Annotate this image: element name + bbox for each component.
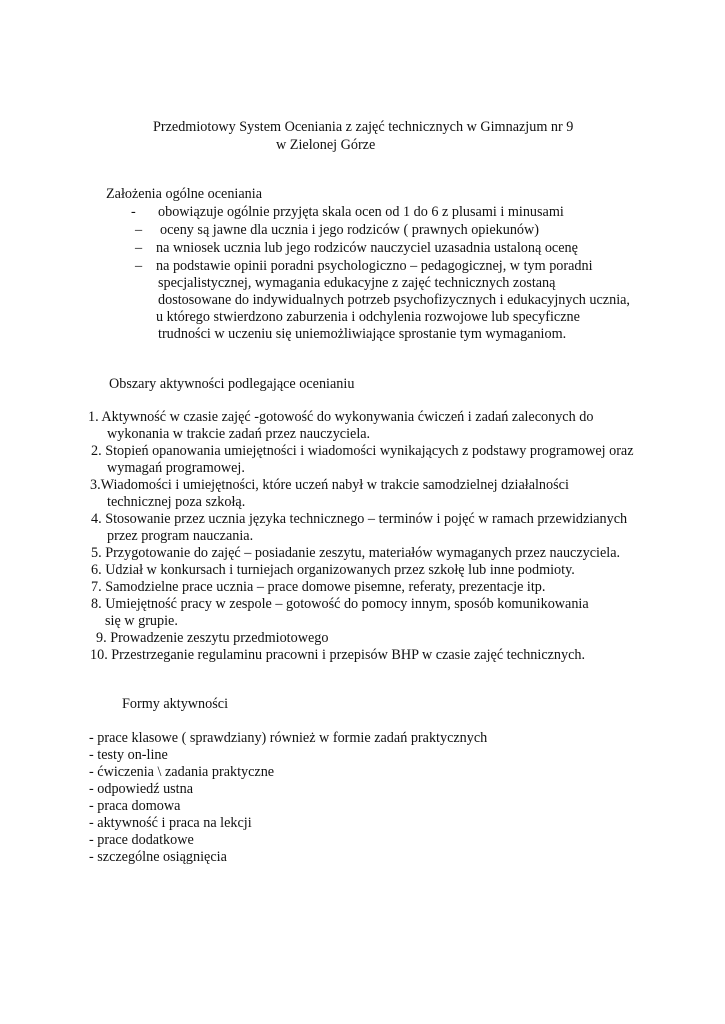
numbered-item-continuation: wykonania w trakcie zadań przez nauczyciela. [107,426,371,442]
form-list-item: - testy on-line [89,747,168,763]
form-list-item: - aktywność i praca na lekcji [89,815,252,831]
list-item-continuation: dostosowane do indywidualnych potrzeb psychofizycznych i edukacyjnych ucznia, [158,292,630,308]
title-line-2: w Zielonej Górze [276,137,376,153]
numbered-item: 3.Wiadomości i umiejętności, które uczeń nabył w trakcie samodzielnej działalności [90,477,569,493]
numbered-item: 6. Udział w konkursach i turniejach organizowanych przez szkołę lub inne podmioty. [91,562,575,578]
list-marker: – [135,222,143,238]
numbered-item: 10. Przestrzeganie regulaminu pracowni i przepisów BHP w czasie zajęć technicznych. [90,647,586,663]
section-heading-assumptions: Założenia ogólne oceniania [106,186,262,202]
list-item: na wniosek ucznia lub jego rodziców nauczyciel uzasadnia ustaloną ocenę [156,240,578,256]
numbered-item-continuation: technicznej poza szkołą. [107,494,246,510]
list-item: na podstawie opinii poradni psychologiczno – pedagogicznej, w tym poradni [156,258,593,274]
section-heading-activity-forms: Formy aktywności [122,696,229,712]
form-list-item: - prace klasowe ( sprawdziany) również w formie zadań praktycznych [89,730,488,746]
numbered-item-continuation: wymagań programowej. [107,460,245,476]
numbered-item: 5. Przygotowanie do zajęć – posiadanie zeszytu, materiałów wymaganych przez nauczyciela. [91,545,621,561]
numbered-item-continuation: się w grupie. [105,613,178,629]
list-marker: – [135,240,143,256]
section-heading-activity-areas: Obszary aktywności podlegające ocenianiu [109,376,355,392]
numbered-item: 9. Prowadzenie zeszytu przedmiotowego [96,630,329,646]
list-item: obowiązuje ogólnie przyjęta skala ocen od 1 do 6 z plusami i minusami [158,204,564,220]
form-list-item: - odpowiedź ustna [89,781,194,797]
list-marker: - [131,204,136,220]
numbered-item: 8. Umiejętność pracy w zespole – gotowość do pomocy innym, sposób komunikowania [91,596,589,612]
form-list-item: - praca domowa [89,798,181,814]
form-list-item: - ćwiczenia \ zadania praktyczne [89,764,275,780]
numbered-item: 1. Aktywność w czasie zajęć -gotowość do wykonywania ćwiczeń i zadań zaleconych do [88,409,594,425]
numbered-item: 4. Stosowanie przez ucznia języka technicznego – terminów i pojęć w ramach przewidzianych [91,511,628,527]
form-list-item: - szczególne osiągnięcia [89,849,227,865]
list-item: oceny są jawne dla ucznia i jego rodziców ( prawnych opiekunów) [160,222,539,238]
list-item-continuation: trudności w uczeniu się uniemożliwiające sprostanie tym wymaganiom. [158,326,567,342]
list-item-continuation: specjalistycznej, wymagania edukacyjne z zajęć technicznych zostaną [158,275,556,291]
list-marker: – [135,258,143,274]
form-list-item: - prace dodatkowe [89,832,194,848]
numbered-item: 7. Samodzielne prace ucznia – prace domowe pisemne, referaty, prezentacje itp. [91,579,546,595]
numbered-item: 2. Stopień opanowania umiejętności i wiadomości wynikających z podstawy programowej oraz [91,443,634,459]
numbered-item-continuation: przez program nauczania. [107,528,254,544]
title-line-1: Przedmiotowy System Oceniania z zajęć technicznych w Gimnazjum nr 9 [153,119,574,135]
list-item-continuation: u którego stwierdzono zaburzenia i odchylenia rozwojowe lub specyficzne [156,309,580,325]
